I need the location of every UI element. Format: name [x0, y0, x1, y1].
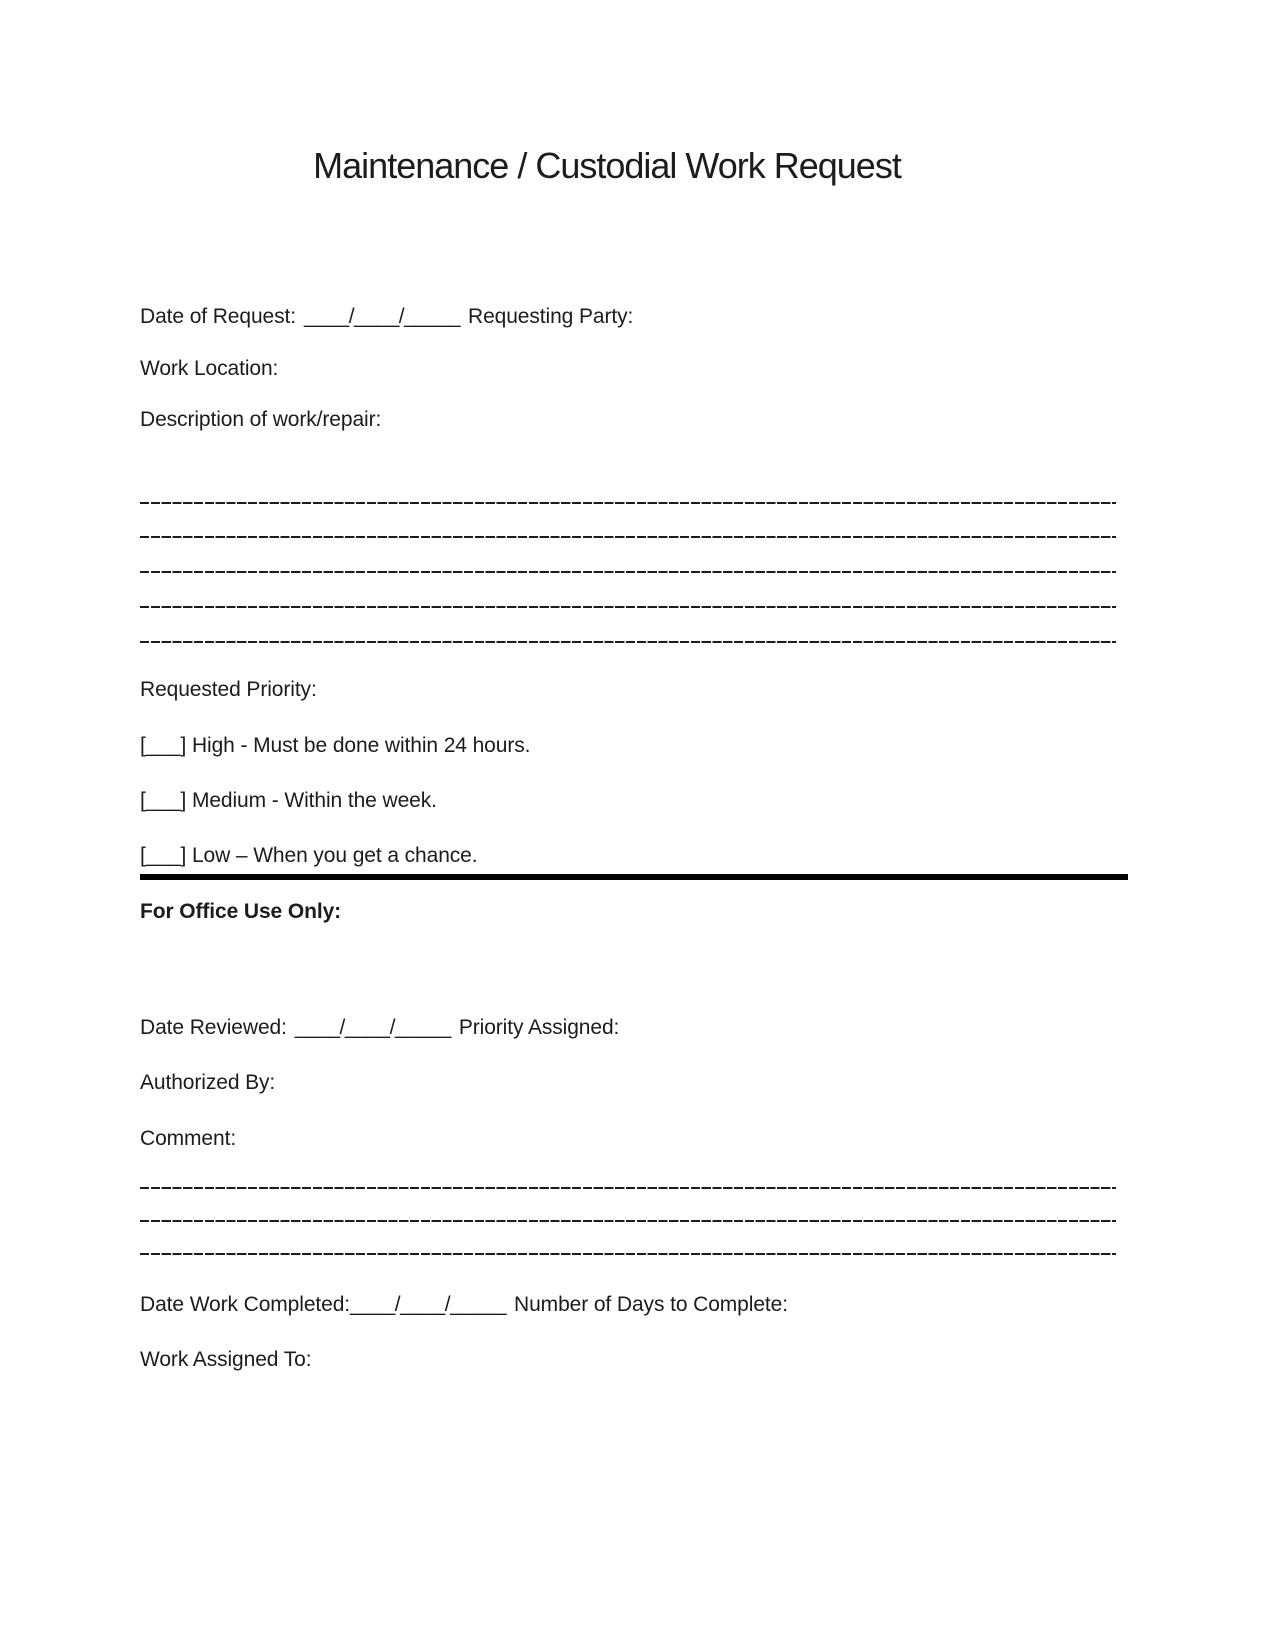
comment-blank-line-2[interactable]: [140, 1219, 1116, 1222]
row-office-heading: [140, 898, 1116, 925]
comment-label: Comment:: [140, 1127, 237, 1150]
row-work-assigned-to: [140, 1346, 1116, 1373]
priority-option-high-text[interactable]: [___] High - Must be done within 24 hours.: [140, 734, 531, 757]
date-of-request-slots[interactable]: ____/____/_____: [304, 305, 460, 328]
comment-blank-line-3[interactable]: [140, 1252, 1116, 1255]
date-work-completed-slots[interactable]: ____/____/_____: [350, 1293, 507, 1316]
comment-blank-line-1[interactable]: [140, 1186, 1116, 1189]
row-date-reviewed: [140, 1014, 1116, 1041]
description-blank-line-2[interactable]: [140, 535, 1116, 538]
date-reviewed-slots[interactable]: ____/____/_____: [294, 1016, 451, 1039]
row-comment-heading: [140, 1125, 1116, 1152]
row-date-of-request: [140, 303, 1116, 330]
office-use-only-heading: For Office Use Only:: [140, 900, 342, 923]
requested-priority-label: Requested Priority:: [140, 678, 317, 701]
description-blank-line-4[interactable]: [140, 605, 1116, 608]
description-label: Description of work/repair:: [140, 408, 382, 431]
row-work-location: [140, 355, 1116, 382]
priority-assigned-label: Priority Assigned:: [458, 1016, 620, 1039]
row-priority-heading: [140, 676, 1116, 703]
days-to-complete-label: Number of Days to Complete:: [514, 1293, 788, 1316]
description-blank-line-5[interactable]: [140, 640, 1116, 643]
authorized-by-label: Authorized By:: [140, 1071, 276, 1094]
form-title: Maintenance / Custodial Work Request: [313, 145, 901, 186]
section-divider-rule: [140, 874, 1128, 880]
priority-option-low[interactable]: [140, 842, 1116, 869]
work-assigned-to-label: Work Assigned To:: [140, 1348, 312, 1371]
date-reviewed-label: Date Reviewed:: [140, 1016, 287, 1039]
work-location-label: Work Location:: [140, 357, 279, 380]
priority-option-medium[interactable]: [140, 787, 1116, 814]
priority-option-medium-text[interactable]: [___] Medium - Within the week.: [140, 789, 437, 812]
row-date-work-completed: [140, 1291, 1116, 1318]
priority-option-high[interactable]: [140, 732, 1116, 759]
description-blank-line-3[interactable]: [140, 570, 1116, 573]
requesting-party-label: Requesting Party:: [468, 305, 634, 328]
row-description-heading: [140, 406, 1116, 433]
description-blank-line-1[interactable]: [140, 501, 1116, 504]
row-authorized-by: [140, 1069, 1116, 1096]
date-of-request-label: Date of Request:: [140, 305, 296, 328]
date-work-completed-label: Date Work Completed:: [140, 1293, 351, 1316]
priority-option-low-text[interactable]: [___] Low – When you get a chance.: [140, 844, 478, 867]
